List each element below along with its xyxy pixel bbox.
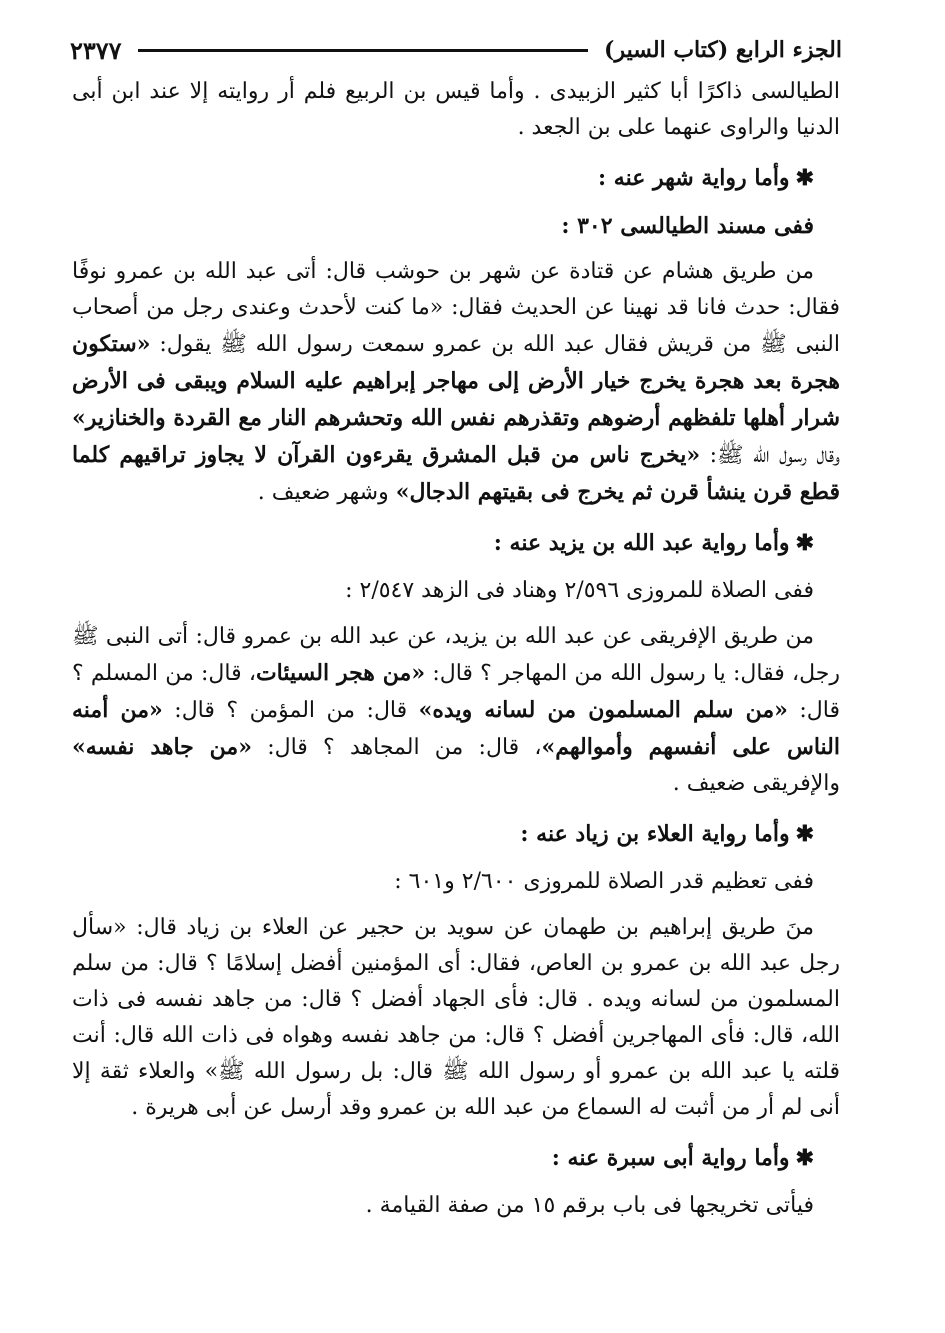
hadith-quote: «من جاهد نفسه» <box>72 734 252 760</box>
page-body <box>72 74 840 1234</box>
asterisk-icon: ✱ <box>795 165 814 191</box>
text-run: قال: من المؤمن ؟ قال: <box>162 698 419 723</box>
section-heading-text: وأما رواية العلاء بن زياد عنه : <box>520 821 790 847</box>
text-run: ، قال: من المسلم ؟ قال: <box>72 661 840 723</box>
source-citation: ففى الصلاة للمروزى ٢/٥٩٦ وهناد فى الزهد ٢/٥٤٧ : <box>345 578 814 603</box>
source-citation: فيأتى تخريجها فى باب برقم ١٥ من صفة القيامة . <box>365 1193 814 1218</box>
running-header <box>70 30 842 70</box>
running-title: الجزء الرابع (كتاب السير) <box>604 37 842 63</box>
section-heading <box>72 525 840 561</box>
section-heading <box>72 160 840 196</box>
section-heading <box>72 816 840 852</box>
body-paragraph <box>72 74 840 146</box>
text-run: وقال رسول الله ﷺ: <box>700 443 840 468</box>
section-heading-text: وأما رواية أبى سبرة عنه : <box>551 1145 790 1171</box>
source-citation: ففى مسند الطيالسى ٣٠٢ : <box>561 213 814 239</box>
section-heading-text: وأما رواية عبد الله بن يزيد عنه : <box>493 530 790 556</box>
text-run: والإفريقى ضعيف . <box>672 771 840 796</box>
hadith-quote: «من أمنه الناس على أنفسهم وأموالهم» <box>72 697 840 760</box>
section-heading-text: وأما رواية شهر عنه : <box>598 165 790 191</box>
asterisk-icon: ✱ <box>795 821 814 847</box>
asterisk-icon: ✱ <box>795 530 814 556</box>
asterisk-icon: ✱ <box>795 1145 814 1171</box>
hadith-quote: «من سلم المسلمون من لسانه ويده» <box>418 697 788 723</box>
text-run: منَ طريق إبراهيم بن طهمان عن سويد بن حجير عن العلاء بن زياد قال: «سأل رجل عبد الله بن عمرو بن العاص، فقال: أى المؤمنين أفضل إسلامًا ؟ قال: من سلم المسلمون من لسانه ويده . قال: فأى الجهاد أفضل ؟ قال: من جاهد نفسه فى ذات الله، قال: فأى المهاجرين أفضل ؟ قال: من جاهد نفسه وهواه فى ذات الله قال: أنت قلته يا عبد الله بن عمرو أو رسول الله ﷺ قال: بل رسول الله ﷺ» والعلاء ثقة إلا أنى لم أر من أثبت له السماع من عبد الله بن عمرو وقد أرسل عن أبى هريرة . <box>72 915 840 1120</box>
section-heading <box>72 1140 840 1176</box>
text-run: من طريق هشام عن قتادة عن شهر بن حوشب قال: أتى عبد الله بن عمرو نوفًا فقال: حدث فانا قد نهينا عن الحديث فقال: «ما كنت لأحدث وعندى رجل من أصحاب النبى ﷺ من قريش فقال عبد الله بن عمرو سمعت رسول الله ﷺ يقول: <box>72 259 840 357</box>
text-run: ، قال: من المجاهد ؟ قال: <box>251 735 542 760</box>
hadith-quote: «من هجر السيئات <box>255 660 426 686</box>
source-citation: ففى تعظيم قدر الصلاة للمروزى ٢/٦٠٠ و٦٠١ : <box>394 869 814 894</box>
hadith-quote: «يخرج ناس من قبل المشرق يقرءون القرآن لا يجاوز تراقيهم كلما قطع قرن ينشأ قرن ثم يخرج فى بقيتهم الدجال» <box>72 442 840 505</box>
body-paragraph <box>72 910 840 1126</box>
body-paragraph <box>72 254 840 511</box>
text-run: وشهر ضعيف . <box>257 480 396 505</box>
hadith-quote: «ستكون هجرة بعد هجرة يخرج خيار الأرض إلى مهاجر إبراهيم عليه السلام ويبقى فى الأرض شرار أهلها تلفظهم أرضوهم وتقذرهم نفس الله وتحشرهم النار مع القردة والخنازير» <box>72 331 840 431</box>
text-run: من طريق الإفريقى عن عبد الله بن يزيد، عن عبد الله بن عمرو قال: أتى النبى ﷺ رجل، فقال: يا رسول الله من المهاجر ؟ قال: <box>72 624 840 686</box>
header-rule <box>138 49 588 52</box>
body-paragraph <box>72 619 840 802</box>
page-number: ٢٣٧٧ <box>70 35 122 65</box>
text-run: الطيالسى ذاكرًا أبا كثير الزبيدى . وأما قيس بن الربيع فلم أر روايته إلا عند ابن أبى الدنيا والراوى عنهما على بن الجعد . <box>72 79 840 140</box>
